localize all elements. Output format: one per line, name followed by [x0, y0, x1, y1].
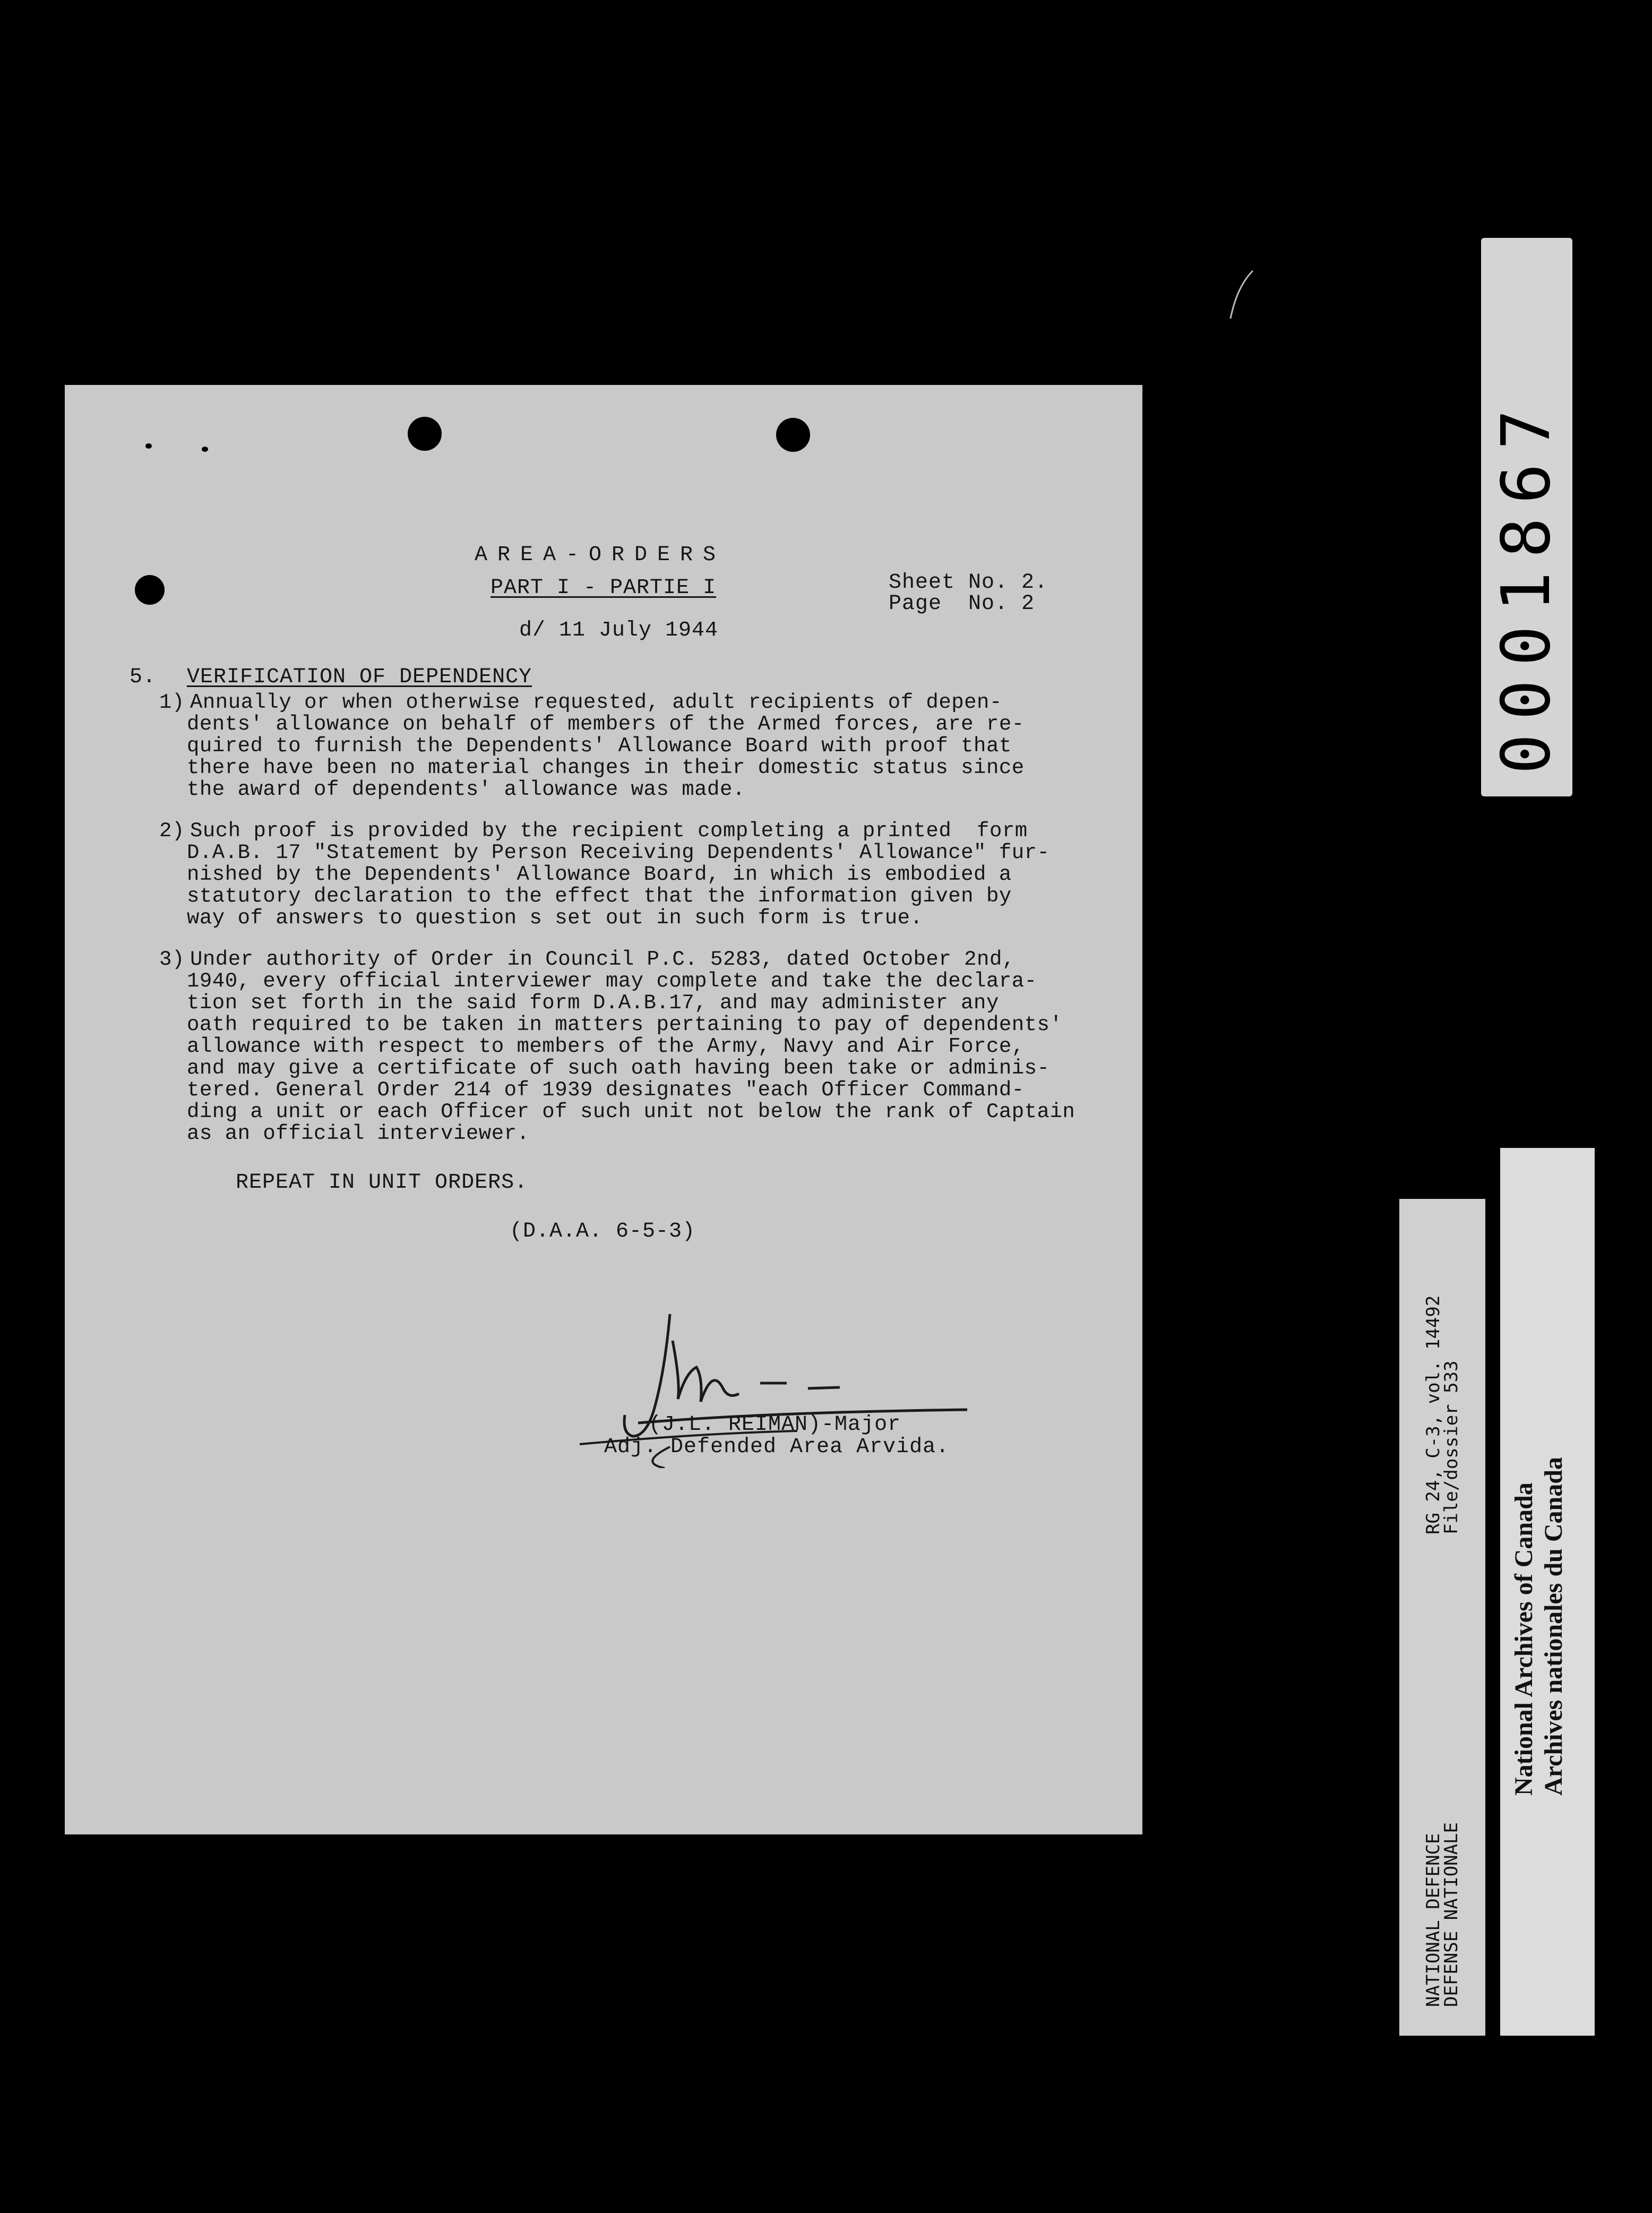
punch-hole	[408, 417, 442, 451]
speck	[202, 447, 208, 452]
page-number: Page No. 2	[889, 592, 1035, 616]
paragraph-line: the award of dependents' allowance was made.	[187, 778, 745, 801]
frame-number-stamp	[1481, 238, 1572, 796]
file-reference: (D.A.A. 6-5-3)	[510, 1220, 696, 1243]
document-part: PART I - PARTIE I	[491, 576, 717, 600]
paragraph-line: Annually or when otherwise requested, adult recipients of depen-	[190, 691, 1002, 714]
paragraph-line: as an official interviewer.	[187, 1122, 530, 1145]
paragraph-number: 2)	[159, 819, 185, 843]
paragraph-line: Under authority of Order in Council P.C. 5283, dated October 2nd,	[190, 948, 1015, 971]
paragraph-line: way of answers to question s set out in such form is true.	[187, 906, 923, 930]
signatory-name: (J.L. REIMAN)-Major	[649, 1413, 901, 1437]
paragraph-line: oath required to be taken in matters pertaining to pay of dependents'	[187, 1013, 1063, 1036]
speck	[145, 443, 152, 449]
paragraph-line: and may give a certificate of such oath having been take or adminis-	[187, 1057, 1050, 1080]
section-heading: VERIFICATION OF DEPENDENCY	[187, 665, 532, 689]
paragraph-line: nished by the Dependents' Allowance Board, in which is embodied a	[187, 863, 1012, 886]
punch-hole	[776, 418, 810, 452]
paragraph-line: tion set forth in the said form D.A.B.17, and may administer any	[187, 991, 999, 1015]
archives-label	[1500, 1148, 1595, 2036]
signatory-title: Adj. Defended Area Arvida.	[604, 1435, 950, 1459]
archives-name-en: National Archives of Canada	[1510, 1482, 1538, 1796]
archive-volume: RG 24, C-3, vol. 14492	[1423, 1295, 1444, 1534]
document-date: d/ 11 July 1944	[519, 619, 719, 642]
paragraph-line: allowance with respect to members of the Army, Navy and Air Force,	[187, 1035, 1025, 1058]
paragraph-line: D.A.B. 17 "Statement by Person Receiving Dependents' Allowance" fur-	[187, 841, 1050, 864]
paragraph-line: tered. General Order 214 of 1939 designates "each Officer Command-	[187, 1078, 1025, 1102]
archive-ministry-en: NATIONAL DEFENCE	[1423, 1833, 1444, 2007]
document-page	[65, 385, 1142, 1834]
sheet-number: Sheet No. 2.	[889, 571, 1048, 595]
paragraph-line: ding a unit or each Officer of such unit not below the rank of Captain	[187, 1100, 1075, 1123]
section-number: 5.	[130, 665, 157, 689]
paragraph-number: 1)	[159, 691, 185, 714]
paragraph-line: Such proof is provided by the recipient completing a printed form	[190, 819, 1028, 843]
paragraph-line: quired to furnish the Dependents' Allowance Board with proof that	[187, 734, 1012, 758]
stray-mark	[1221, 265, 1263, 329]
frame-number: 0001867	[1487, 395, 1565, 774]
document-title: AREA-ORDERS	[475, 543, 726, 567]
archive-ministry-fr: DEFENSE NATIONALE	[1441, 1822, 1462, 2007]
paragraph-line: 1940, every official interviewer may complete and take the declara-	[187, 970, 1037, 993]
archive-slip	[1399, 1199, 1485, 2036]
punch-hole	[135, 575, 165, 605]
paragraph-line: statutory declaration to the effect that the information given by	[187, 885, 1012, 908]
archive-file: File/dossier 533	[1441, 1360, 1462, 1534]
paragraph-line: there have been no material changes in their domestic status since	[187, 756, 1025, 779]
paragraph-number: 3)	[159, 948, 185, 971]
paragraph-line: dents' allowance on behalf of members of the Armed forces, are re-	[187, 713, 1025, 736]
repeat-note: REPEAT IN UNIT ORDERS.	[236, 1171, 528, 1195]
archives-name-fr: Archives nationales du Canada	[1539, 1457, 1568, 1796]
